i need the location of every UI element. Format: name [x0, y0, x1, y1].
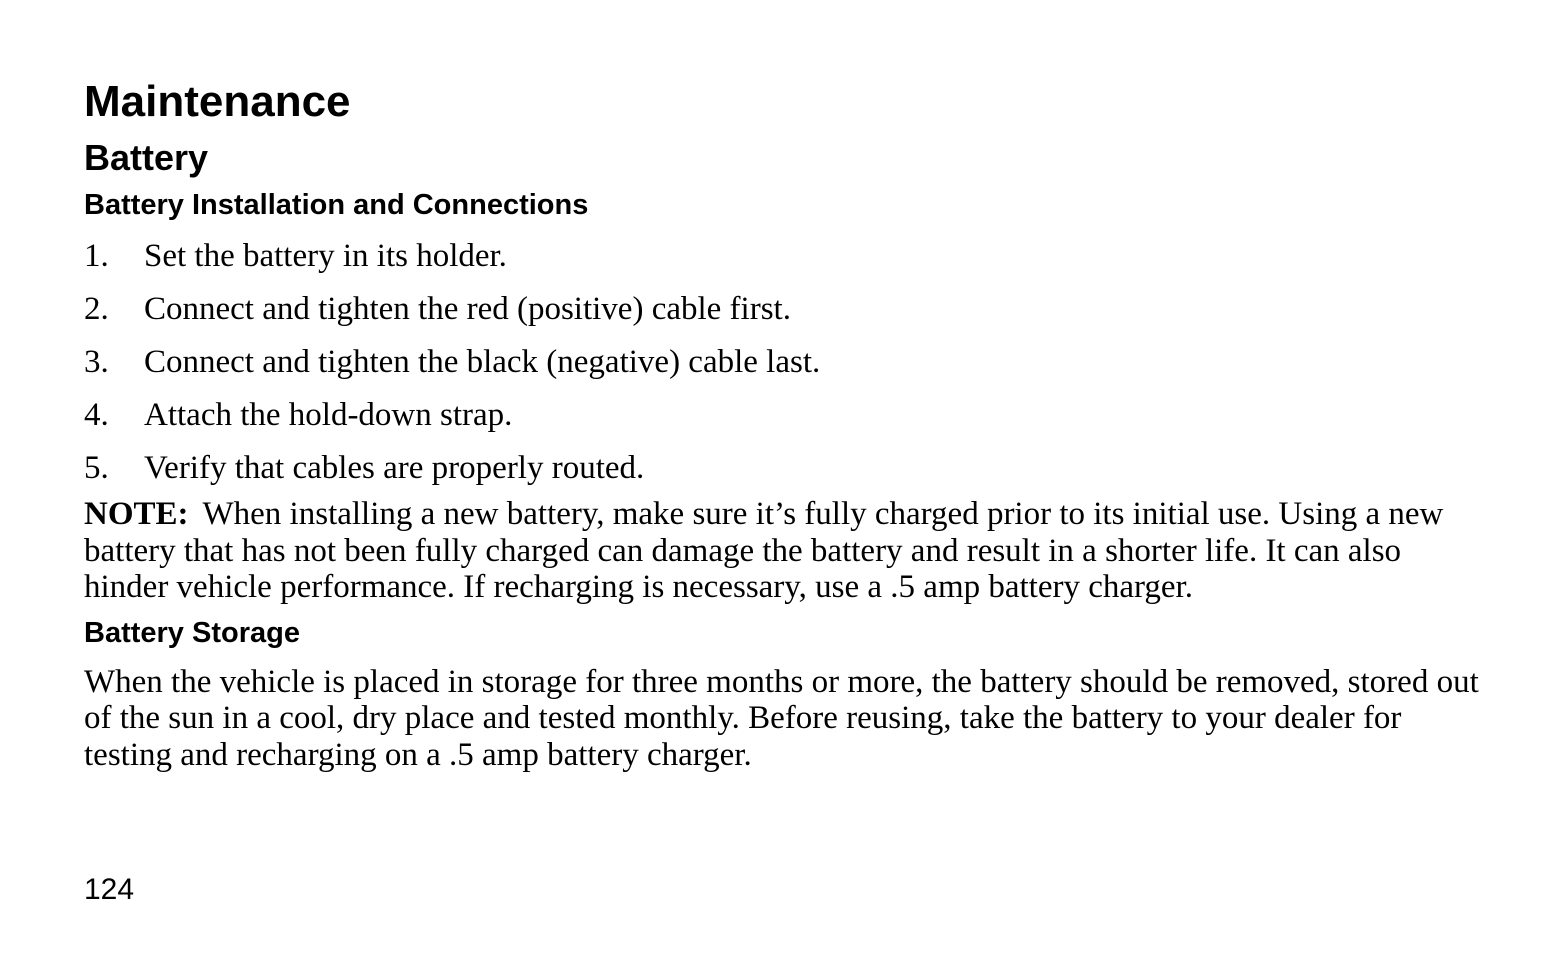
step-number: 3. [84, 344, 109, 380]
step-text: Set the battery in its holder. [144, 238, 507, 274]
step-text: Attach the hold-down strap. [144, 397, 513, 433]
manual-page [84, 78, 1484, 773]
note-paragraph [84, 496, 1484, 606]
step-number: 5. [84, 450, 109, 486]
page-number: 124 [84, 873, 135, 906]
storage-paragraph: When the vehicle is placed in storage for three months or more, the battery should be removed, stored out of the sun in a cool, dry place and tested monthly. Before reusing, take the battery to your dealer for testing and recharging on a .5 amp battery charger. [84, 663, 1479, 773]
step-text: Verify that cables are properly routed. [144, 450, 645, 486]
list-item [84, 289, 1484, 329]
storage-heading: Battery Storage [84, 616, 300, 649]
list-item [84, 395, 1484, 435]
page-title: Maintenance [84, 77, 351, 126]
list-item [84, 448, 1484, 488]
list-item [84, 236, 1484, 276]
list-item [84, 342, 1484, 382]
step-number: 1. [84, 238, 109, 274]
step-text: Connect and tighten the red (positive) cable first. [144, 291, 791, 327]
note-label: NOTE: [84, 496, 189, 532]
installation-steps-list [84, 236, 1484, 488]
step-number: 4. [84, 397, 109, 433]
section-heading: Battery [84, 137, 209, 178]
step-text: Connect and tighten the black (negative) cable last. [144, 344, 821, 380]
note-text: When installing a new battery, make sure it’s fully charged prior to its initial use. Using a new battery that has not been fully charged can damage the battery and result in a shorter life. It can also hinder vehicle performance. If recharging is necessary, use a .5 amp battery charger. [84, 496, 1444, 605]
subsection-heading: Battery Installation and Connections [84, 189, 589, 221]
step-number: 2. [84, 291, 109, 327]
